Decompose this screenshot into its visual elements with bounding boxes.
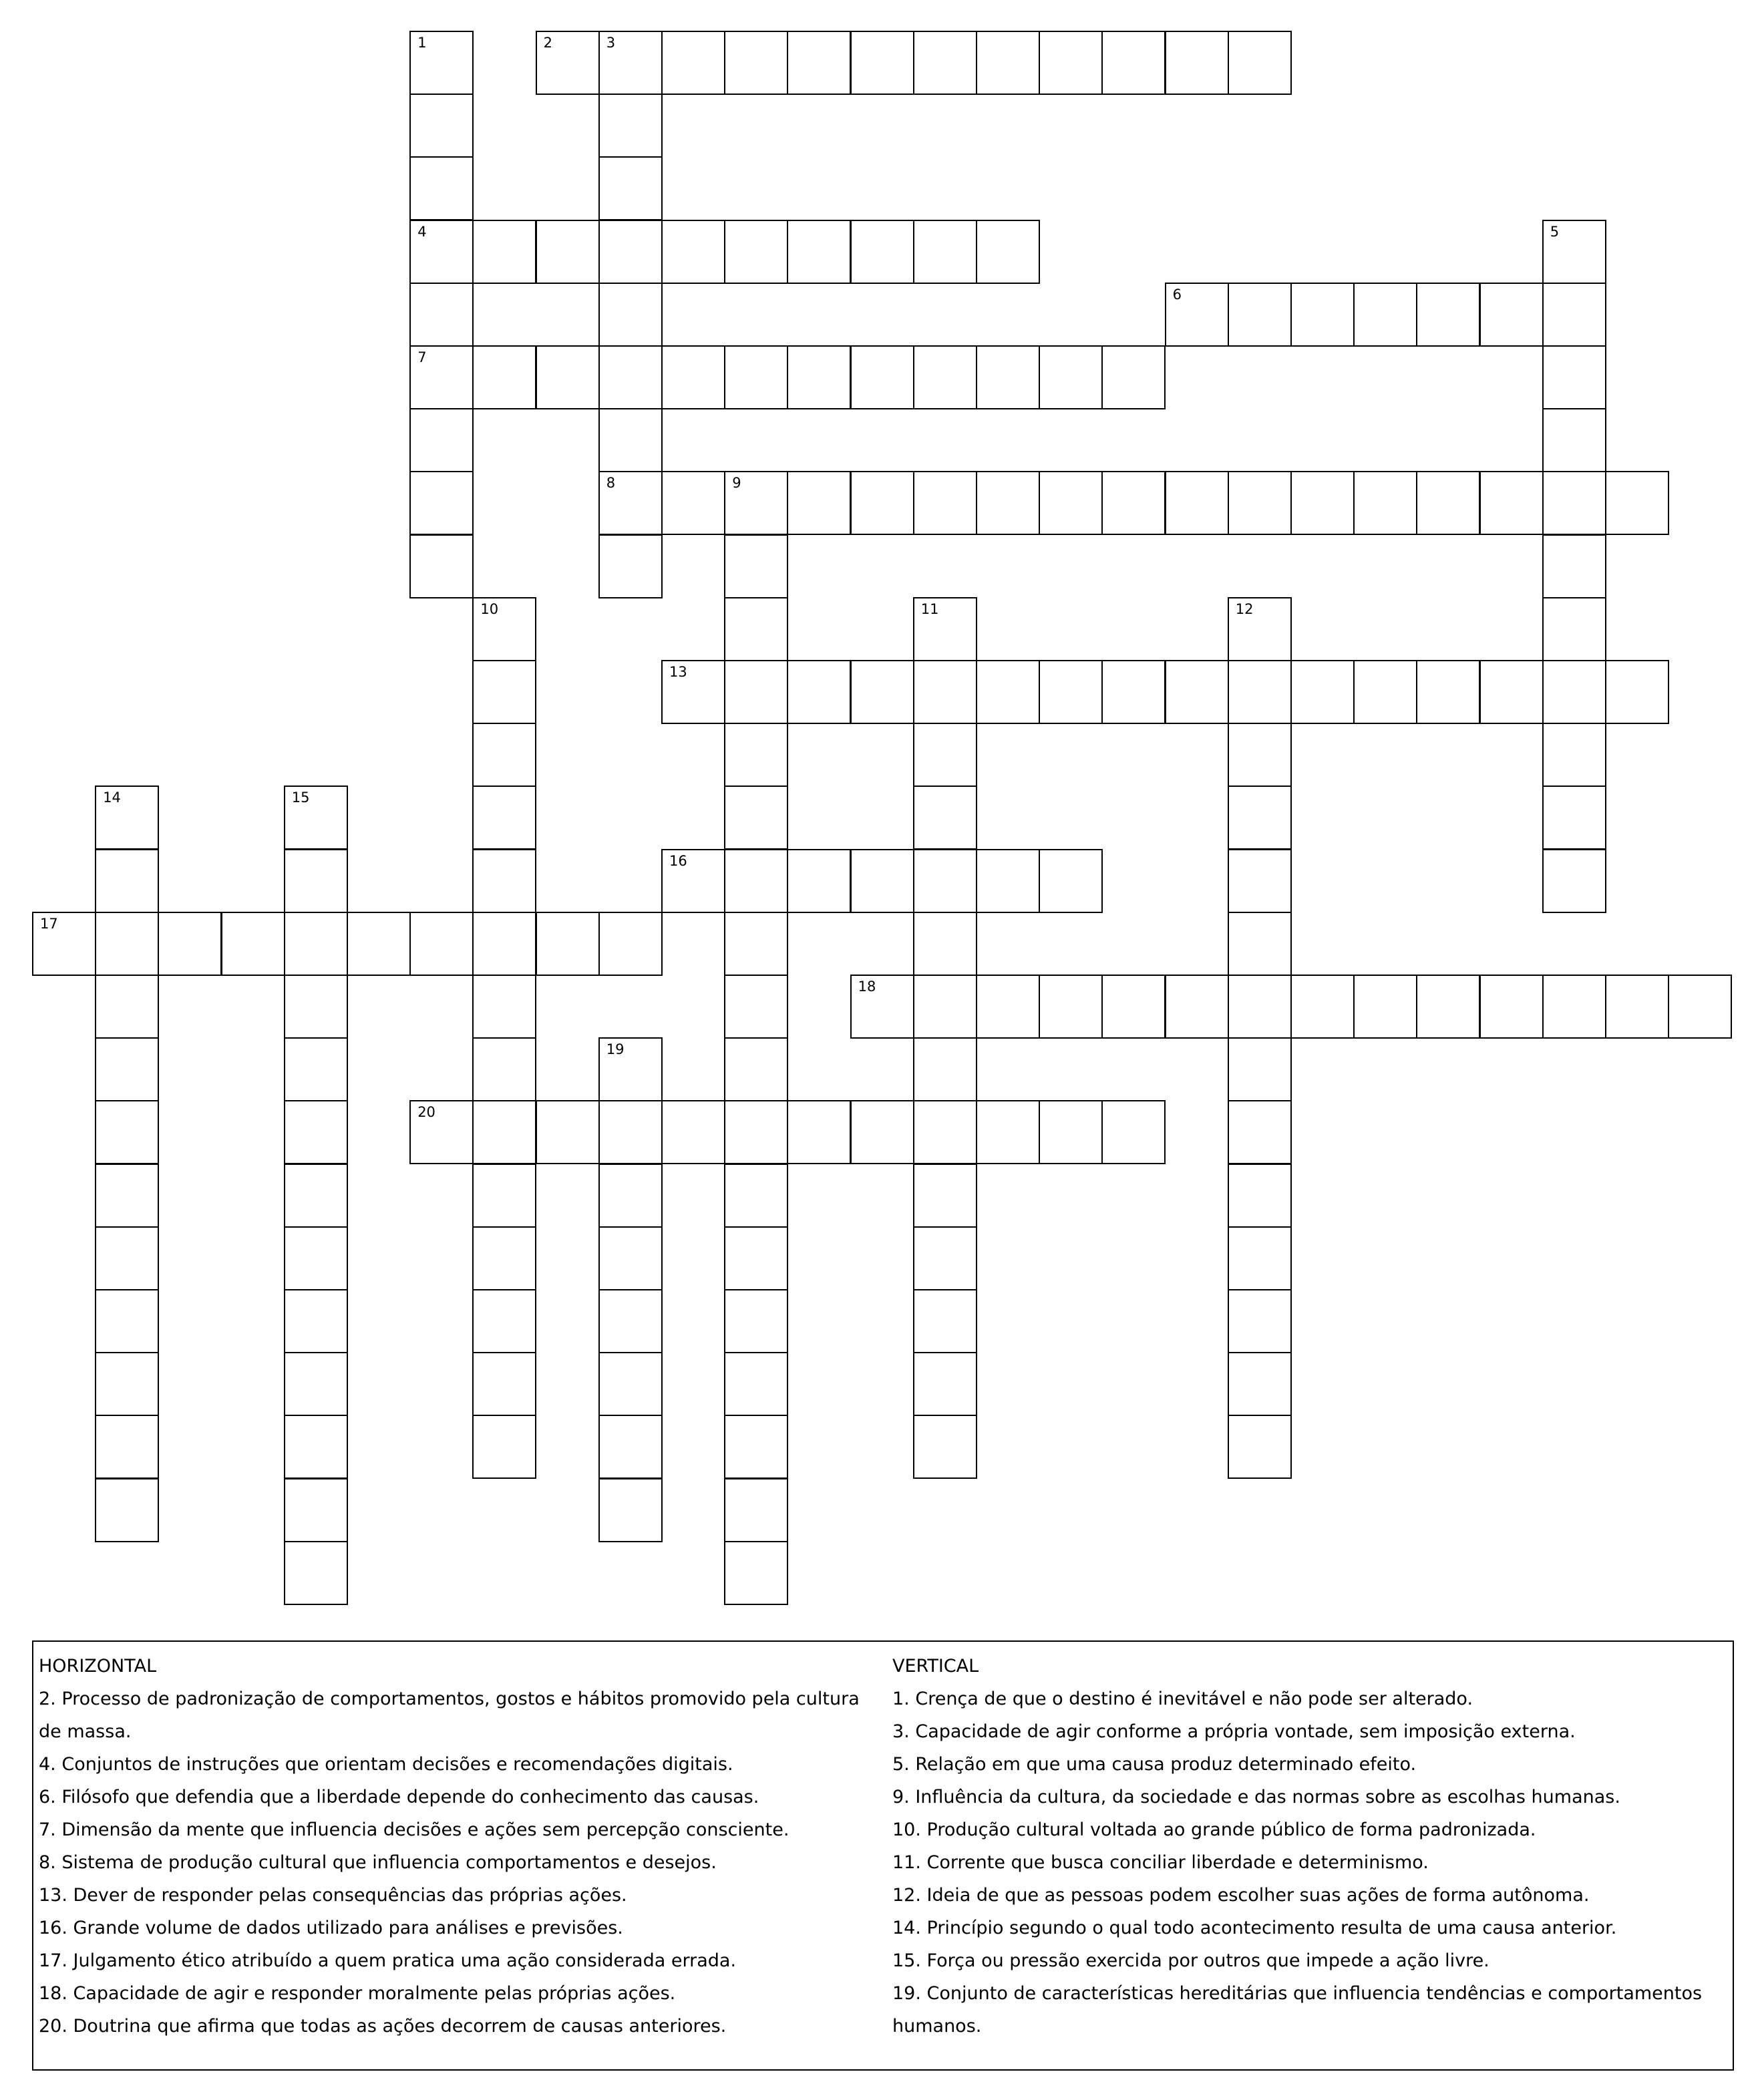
grid-cell[interactable] [1416,283,1480,347]
grid-cell[interactable] [976,220,1040,284]
grid-cell[interactable] [1228,1226,1292,1290]
grid-cell[interactable] [598,534,663,598]
clue-vertical-14: 14. Princípio segundo o qual todo acontecimento resulta de uma causa anterior. [892,1918,1617,1938]
vertical-title: VERTICAL [892,1656,979,1677]
grid-cell[interactable] [1542,785,1606,850]
clue-horizontal-4: 4. Conjuntos de instruções que orientam decisões e recomendações digitais. [39,1754,733,1775]
grid-cell[interactable] [724,597,788,661]
grid-cell[interactable] [472,723,536,787]
grid-cell[interactable] [1228,849,1292,913]
clue-number: 13 [669,664,687,680]
grid-cell[interactable] [1228,1100,1292,1164]
grid-cell[interactable] [913,785,977,850]
grid-cell[interactable] [1542,975,1606,1039]
grid-cell[interactable] [661,220,725,284]
grid-cell[interactable] [1416,975,1480,1039]
grid-cell[interactable] [472,597,536,661]
grid-cell[interactable] [409,912,474,976]
grid-cell[interactable] [1101,471,1166,535]
grid-cell[interactable] [1228,1289,1292,1353]
grid-cell[interactable] [724,471,788,535]
grid-cell[interactable] [598,94,663,158]
clue-horizontal-17: 17. Julgamento ético atribuído a quem pratica uma ação considerada errada. [39,1950,737,1971]
grid-cell[interactable] [1290,660,1355,724]
grid-cell[interactable] [284,1352,348,1416]
grid-cell[interactable] [409,408,474,472]
clue-number: 5 [1550,223,1560,240]
clue-horizontal-6: 6. Filósofo que defendia que a liberdade depende do conhecimento das causas. [39,1787,759,1807]
grid-cell[interactable] [913,849,977,913]
grid-cell[interactable] [1165,975,1229,1039]
grid-cell[interactable] [1290,283,1355,347]
grid-cell[interactable] [913,1100,977,1164]
grid-cell[interactable] [1353,283,1417,347]
grid-cell[interactable] [472,1100,536,1164]
grid-cell[interactable] [284,1478,348,1542]
grid-cell[interactable] [472,849,536,913]
grid-cell[interactable] [787,849,851,913]
grid-cell[interactable] [536,345,600,409]
grid-cell[interactable] [409,31,474,95]
grid-cell[interactable] [1228,975,1292,1039]
grid-cell[interactable] [724,723,788,787]
grid-cell[interactable] [598,471,663,535]
grid-cell[interactable] [95,1415,159,1479]
grid-cell[interactable] [1353,975,1417,1039]
grid-cell[interactable] [976,31,1040,95]
grid-cell[interactable] [976,849,1040,913]
grid-cell[interactable] [661,31,725,95]
grid-cell[interactable] [1605,471,1669,535]
grid-cell[interactable] [409,156,474,220]
grid-cell[interactable] [1228,785,1292,850]
grid-cell[interactable] [598,1100,663,1164]
grid-cell[interactable] [409,534,474,598]
grid-cell[interactable] [1039,849,1103,913]
grid-cell[interactable] [724,1478,788,1542]
clue-number: 1 [417,35,427,51]
clue-vertical-11: 11. Corrente que busca conciliar liberdade e determinismo. [892,1852,1429,1873]
grid-cell[interactable] [1228,912,1292,976]
grid-cell[interactable] [1290,471,1355,535]
horizontal-title: HORIZONTAL [39,1656,157,1677]
grid-cell[interactable] [1039,345,1103,409]
grid-cell[interactable] [536,220,600,284]
grid-cell[interactable] [1668,975,1732,1039]
grid-cell[interactable] [724,220,788,284]
grid-cell[interactable] [284,849,348,913]
grid-cell[interactable] [472,1164,536,1228]
grid-cell[interactable] [850,31,914,95]
grid-cell[interactable] [95,1478,159,1542]
grid-cell[interactable] [913,912,977,976]
grid-cell[interactable] [284,1541,348,1605]
grid-cell[interactable] [976,1100,1040,1164]
clue-box [32,1640,1734,2071]
grid-cell[interactable] [409,471,474,535]
grid-cell[interactable] [1039,471,1103,535]
grid-cell[interactable] [724,849,788,913]
clue-horizontal-2: 2. Processo de padronização de comportamentos, gostos e hábitos promovido pela cultura de massa. [39,1689,860,1742]
grid-cell[interactable] [724,31,788,95]
horizontal-clues [39,1650,887,2043]
clue-number: 3 [606,35,616,51]
grid-cell[interactable] [724,1100,788,1164]
grid-cell[interactable] [661,345,725,409]
grid-cell[interactable] [284,1164,348,1228]
grid-cell[interactable] [1101,1100,1166,1164]
grid-cell[interactable] [913,1352,977,1416]
grid-cell[interactable] [409,94,474,158]
grid-cell[interactable] [913,1037,977,1101]
grid-cell[interactable] [1165,283,1229,347]
grid-cell[interactable] [284,975,348,1039]
grid-cell[interactable] [472,1289,536,1353]
grid-cell[interactable] [598,912,663,976]
grid-cell[interactable] [724,1352,788,1416]
grid-cell[interactable] [472,1226,536,1290]
grid-cell[interactable] [409,1100,474,1164]
grid-cell[interactable] [1479,283,1544,347]
grid-cell[interactable] [1165,471,1229,535]
grid-cell[interactable] [95,912,159,976]
grid-cell[interactable] [284,1037,348,1101]
grid-cell[interactable] [598,408,663,472]
clue-number: 8 [606,475,616,492]
grid-cell[interactable] [1101,345,1166,409]
grid-cell[interactable] [95,1352,159,1416]
grid-cell[interactable] [1542,283,1606,347]
grid-cell[interactable] [95,1037,159,1101]
grid-cell[interactable] [598,1037,663,1101]
clue-number: 15 [291,790,310,806]
grid-cell[interactable] [409,283,474,347]
grid-cell[interactable] [472,975,536,1039]
grid-cell[interactable] [1353,471,1417,535]
grid-cell[interactable] [472,1037,536,1101]
clue-vertical-3: 3. Capacidade de agir conforme a própria vontade, sem imposição externa. [892,1721,1576,1742]
grid-cell[interactable] [913,723,977,787]
clue-horizontal-18: 18. Capacidade de agir e responder moralmente pelas próprias ações. [39,1983,676,2004]
grid-cell[interactable] [409,220,474,284]
grid-cell[interactable] [472,785,536,850]
grid-cell[interactable] [913,597,977,661]
clue-number: 16 [669,852,687,869]
clue-number: 7 [417,349,427,365]
grid-cell[interactable] [158,912,222,976]
clue-vertical-9: 9. Influência da cultura, da sociedade e das normas sobre as escolhas humanas. [892,1787,1620,1807]
grid-cell[interactable] [1228,1415,1292,1479]
grid-cell[interactable] [1416,660,1480,724]
grid-cell[interactable] [95,785,159,850]
grid-cell[interactable] [850,345,914,409]
grid-cell[interactable] [1479,975,1544,1039]
clue-number: 18 [858,979,876,995]
grid-cell[interactable] [787,1100,851,1164]
grid-cell[interactable] [1416,471,1480,535]
clue-vertical-10: 10. Produção cultural voltada ao grande público de forma padronizada. [892,1819,1536,1840]
grid-cell[interactable] [976,975,1040,1039]
clue-horizontal-8: 8. Sistema de produção cultural que influencia comportamentos e desejos. [39,1852,717,1873]
grid-cell[interactable] [536,31,600,95]
grid-cell[interactable] [724,975,788,1039]
grid-cell[interactable] [536,1100,600,1164]
grid-cell[interactable] [913,31,977,95]
grid-cell[interactable] [724,1164,788,1228]
grid-cell[interactable] [1542,220,1606,284]
grid-cell[interactable] [598,220,663,284]
clue-number: 17 [40,915,58,932]
grid-cell[interactable] [1101,660,1166,724]
clue-number: 9 [732,475,741,492]
grid-cell[interactable] [598,31,663,95]
grid-cell[interactable] [787,220,851,284]
clue-number: 14 [103,790,121,806]
grid-cell[interactable] [1228,660,1292,724]
clue-number: 11 [920,600,939,617]
grid-cell[interactable] [724,1289,788,1353]
grid-cell[interactable] [913,220,977,284]
clue-vertical-1: 1. Crença de que o destino é inevitável e não pode ser alterado. [892,1689,1473,1709]
grid-cell[interactable] [1542,471,1606,535]
grid-cell[interactable] [472,660,536,724]
grid-cell[interactable] [787,660,851,724]
clue-horizontal-7: 7. Dimensão da mente que influencia decisões e ações sem percepção consciente. [39,1819,789,1840]
grid-cell[interactable] [598,345,663,409]
grid-cell[interactable] [1228,471,1292,535]
clue-number: 4 [417,223,427,240]
clue-horizontal-13: 13. Dever de responder pelas consequências das próprias ações. [39,1885,627,1906]
grid-cell[interactable] [472,1352,536,1416]
grid-cell[interactable] [284,1226,348,1290]
grid-cell[interactable] [1228,597,1292,661]
grid-cell[interactable] [598,1164,663,1228]
grid-cell[interactable] [913,345,977,409]
grid-cell[interactable] [724,1037,788,1101]
grid-cell[interactable] [850,1100,914,1164]
grid-cell[interactable] [976,471,1040,535]
grid-cell[interactable] [850,975,914,1039]
grid-cell[interactable] [913,1289,977,1353]
grid-cell[interactable] [32,912,96,976]
grid-cell[interactable] [724,1415,788,1479]
grid-cell[interactable] [850,660,914,724]
grid-cell[interactable] [1101,31,1166,95]
grid-cell[interactable] [1542,597,1606,661]
grid-cell[interactable] [598,283,663,347]
grid-cell[interactable] [1479,471,1544,535]
grid-cell[interactable] [284,1415,348,1479]
grid-cell[interactable] [284,912,348,976]
grid-cell[interactable] [1228,283,1292,347]
grid-cell[interactable] [1039,1100,1103,1164]
grid-cell[interactable] [724,345,788,409]
grid-cell[interactable] [472,912,536,976]
grid-cell[interactable] [95,1100,159,1164]
clue-number: 2 [543,35,552,51]
grid-cell[interactable] [409,345,474,409]
grid-cell[interactable] [1542,849,1606,913]
clue-number: 20 [417,1104,435,1121]
grid-cell[interactable] [1228,1037,1292,1101]
grid-cell[interactable] [598,1415,663,1479]
grid-cell[interactable] [787,471,851,535]
grid-cell[interactable] [724,660,788,724]
grid-cell[interactable] [95,1164,159,1228]
grid-cell[interactable] [976,660,1040,724]
grid-cell[interactable] [976,345,1040,409]
grid-cell[interactable] [284,785,348,850]
grid-cell[interactable] [1479,660,1544,724]
grid-cell[interactable] [284,1100,348,1164]
grid-cell[interactable] [661,1100,725,1164]
clue-horizontal-16: 16. Grande volume de dados utilizado para análises e previsões. [39,1918,623,1938]
grid-cell[interactable] [724,785,788,850]
grid-cell[interactable] [1165,31,1229,95]
grid-cell[interactable] [1228,1352,1292,1416]
grid-cell[interactable] [913,975,977,1039]
grid-cell[interactable] [347,912,411,976]
grid-cell[interactable] [1101,975,1166,1039]
grid-cell[interactable] [787,31,851,95]
grid-cell[interactable] [1542,345,1606,409]
vertical-clues [892,1650,1727,2043]
grid-cell[interactable] [598,1352,663,1416]
grid-cell[interactable] [598,1226,663,1290]
grid-cell[interactable] [724,1226,788,1290]
clue-vertical-12: 12. Ideia de que as pessoas podem escolher suas ações de forma autônoma. [892,1885,1590,1906]
grid-cell[interactable] [850,220,914,284]
grid-cell[interactable] [1542,723,1606,787]
grid-cell[interactable] [913,471,977,535]
clue-number: 6 [1172,286,1182,303]
grid-cell[interactable] [1228,723,1292,787]
grid-cell[interactable] [850,849,914,913]
grid-cell[interactable] [598,156,663,220]
grid-cell[interactable] [724,1541,788,1605]
grid-cell[interactable] [1542,660,1606,724]
grid-cell[interactable] [1165,660,1229,724]
grid-cell[interactable] [661,471,725,535]
grid-cell[interactable] [536,912,600,976]
grid-cell[interactable] [913,1415,977,1479]
grid-cell[interactable] [787,345,851,409]
clue-vertical-5: 5. Relação em que uma causa produz determinado efeito. [892,1754,1417,1775]
clue-horizontal-20: 20. Doutrina que afirma que todas as ações decorrem de causas anteriores. [39,2016,727,2037]
grid-cell[interactable] [913,1226,977,1290]
grid-cell[interactable] [95,849,159,913]
grid-cell[interactable] [472,1415,536,1479]
grid-cell[interactable] [1039,31,1103,95]
clue-number: 12 [1235,600,1254,617]
grid-cell[interactable] [850,471,914,535]
grid-cell[interactable] [661,660,725,724]
grid-cell[interactable] [913,660,977,724]
grid-cell[interactable] [1542,534,1606,598]
grid-cell[interactable] [1605,975,1669,1039]
clue-vertical-19: 19. Conjunto de características hereditárias que influencia tendências e comportamentos humanos. [892,1983,1703,2037]
grid-cell[interactable] [1353,660,1417,724]
grid-cell[interactable] [1039,975,1103,1039]
grid-cell[interactable] [598,1289,663,1353]
grid-cell[interactable] [284,1289,348,1353]
grid-cell[interactable] [472,345,536,409]
grid-cell[interactable] [1228,31,1292,95]
grid-cell[interactable] [661,849,725,913]
grid-cell[interactable] [95,975,159,1039]
grid-cell[interactable] [724,534,788,598]
grid-cell[interactable] [724,912,788,976]
grid-cell[interactable] [95,1289,159,1353]
grid-cell[interactable] [1039,660,1103,724]
grid-cell[interactable] [95,1226,159,1290]
grid-cell[interactable] [598,1478,663,1542]
grid-cell[interactable] [913,1164,977,1228]
grid-cell[interactable] [221,912,285,976]
grid-cell[interactable] [1290,975,1355,1039]
grid-cell[interactable] [1542,408,1606,472]
clue-vertical-15: 15. Força ou pressão exercida por outros que impede a ação livre. [892,1950,1489,1971]
grid-cell[interactable] [1228,1164,1292,1228]
grid-cell[interactable] [472,220,536,284]
clue-number: 10 [480,600,499,617]
grid-cell[interactable] [1605,660,1669,724]
clue-number: 19 [606,1041,625,1058]
